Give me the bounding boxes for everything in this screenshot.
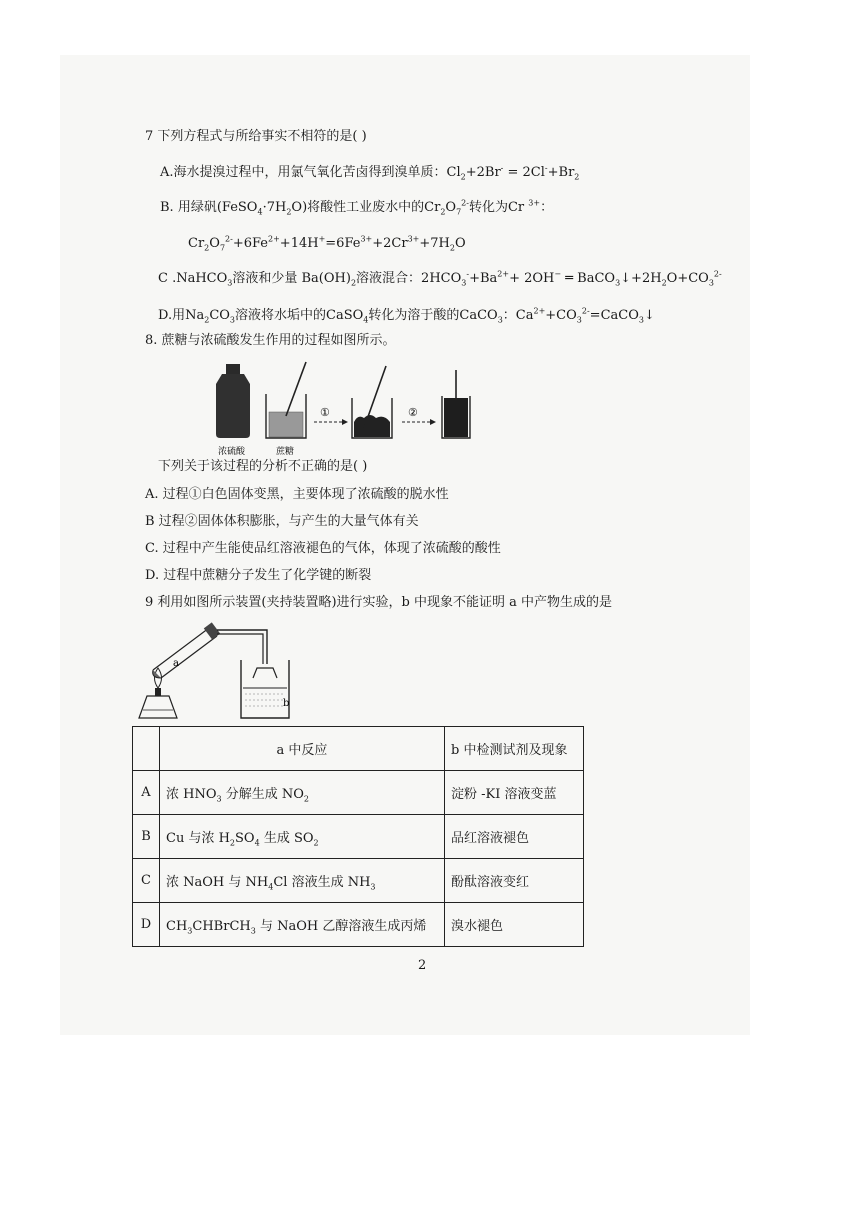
acid-bottle-label: 浓硫酸: [218, 447, 246, 457]
table-row: [133, 903, 584, 947]
row-letter: D: [133, 903, 160, 947]
q7-stem: 7 下列方程式与所给事实不相符的是( ): [145, 129, 367, 144]
table-header-reaction: a 中反应: [160, 727, 445, 771]
beaker-b-icon: [241, 660, 289, 718]
q7-option-d: D.用$Na_2CO_3$溶液将水垢中的CaSO$_4$转化为溶于酸的CaCO$_3$：$Ca^{2+}+CO_3^{2-}=CaCO_3↓$: [158, 306, 655, 325]
sugar-label: 蔗糖: [276, 447, 295, 457]
q9-stem: 9 利用如图所示装置(夹持装置略)进行实验，b 中现象不能证明 a 中产物生成的是: [145, 595, 613, 610]
funnel-icon: [253, 668, 277, 678]
table-row: [133, 859, 584, 903]
q7-option-b-equation: $Cr_2O_7^{2-}+6Fe^{2+}+14H^+=6Fe^{3+}+2Cr^{3+}+7H_2O$: [188, 234, 466, 253]
sugar-beaker-icon: [266, 362, 306, 438]
table-header-detect: b 中检测试剂及现象: [445, 727, 584, 771]
step1-label: ①: [320, 406, 330, 419]
test-tube-icon: [153, 622, 221, 678]
q9-options-table: [132, 726, 584, 947]
q7-option-c: C .NaHCO$_3$溶液和少量 $Ba(OH)_2$溶液混合：$2HCO_3^-+Ba^{2+}+ 2OH^-$ ═ $BaCO_3↓+2H_2O+CO_3^{2-}$: [158, 269, 722, 288]
row-detect: 溴水褪色: [445, 903, 584, 947]
q8-option-a: A. 过程①白色固体变黑，主要体现了浓硫酸的脱水性: [145, 487, 449, 502]
row-detect: 酚酞溶液变红: [445, 859, 584, 903]
row-letter: A: [133, 771, 160, 815]
row-reaction: 浓 NaOH 与 $NH_4Cl$ 溶液生成 $NH_3$: [160, 859, 445, 903]
q7-option-a: A.海水提溴过程中，用氯气氧化苦卤得到溴单质：$Cl_2+2Br^- = 2Cl^-+Br_2$: [160, 163, 580, 182]
table-header-letter: [133, 727, 160, 771]
q8-stem: 8. 蔗糖与浓硫酸发生作用的过程如图所示。: [145, 333, 396, 348]
table-header-row: [133, 727, 584, 771]
table-row: [133, 771, 584, 815]
row-detect: 淀粉 -KI 溶液变蓝: [445, 771, 584, 815]
q8-option-c: C. 过程中产生能使品红溶液褪色的气体，体现了浓硫酸的酸性: [145, 541, 501, 556]
label-b: b: [283, 698, 290, 709]
delivery-tube: [217, 630, 267, 664]
black-solid-beaker-icon: [352, 366, 392, 438]
page-number: 2: [418, 958, 427, 973]
step2-label: ②: [408, 406, 418, 419]
row-detect: 品红溶液褪色: [445, 815, 584, 859]
q8-question: 下列关于该过程的分析不正确的是( ): [158, 459, 368, 474]
row-letter: B: [133, 815, 160, 859]
q7-option-b: B. 用绿矾$(FeSO_4\cdot 7H_2O)$将酸性工业废水中的$Cr_2O_7^{2-}$转化为Cr $^{3+}$：: [160, 198, 554, 217]
q8-option-d: D. 过程中蔗糖分子发生了化学键的断裂: [145, 568, 372, 583]
acid-bottle-icon: [216, 364, 250, 438]
row-reaction: $CH_3CHBrCH_3$ 与 NaOH 乙醇溶液生成丙烯: [160, 903, 445, 947]
label-a: a: [173, 658, 179, 669]
row-reaction: 浓 $HNO_3$ 分解生成 $NO_2$: [160, 771, 445, 815]
expanded-column-beaker-icon: [442, 370, 470, 438]
row-letter: C: [133, 859, 160, 903]
q8-option-b: B 过程②固体体积膨胀，与产生的大量气体有关: [145, 514, 419, 529]
apparatus-diagram: [133, 620, 313, 722]
table-row: [133, 815, 584, 859]
sugar-acid-diagram: [212, 360, 492, 460]
row-reaction: Cu 与浓 $H_2SO_4$ 生成 $SO_2$: [160, 815, 445, 859]
